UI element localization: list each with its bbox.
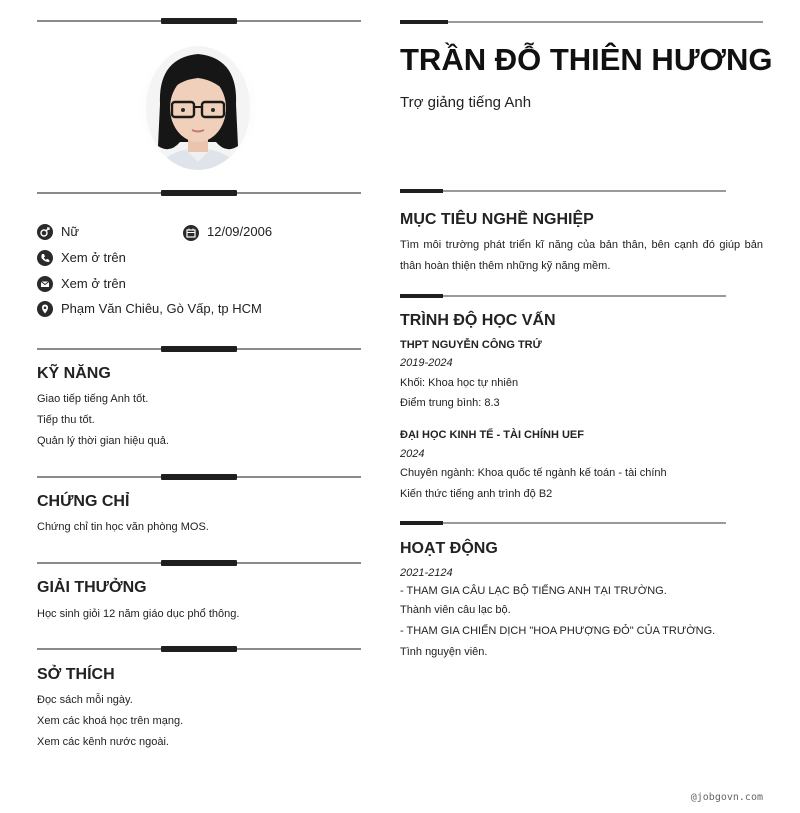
phone-value: Xem ở trên <box>61 250 126 265</box>
skill-item: Quản lý thời gian hiệu quả. <box>37 435 169 447</box>
objective-title: MỤC TIÊU NGHỀ NGHIỆP <box>400 211 594 228</box>
objective-line-1: Tìm môi trường phát triển kĩ năng của bản thân, bên cạnh đó giúp bản <box>400 239 763 251</box>
activities-period: 2021-2124 <box>400 567 453 579</box>
activity-line: - THAM GIA CHIẾN DỊCH "HOA PHƯỢNG ĐỎ" CỦA TRƯỜNG. <box>400 625 716 637</box>
candidate-position: Trợ giảng tiếng Anh <box>400 94 532 111</box>
skill-item: Tiếp thu tốt. <box>37 414 95 426</box>
skill-item: Giao tiếp tiếng Anh tốt. <box>37 393 149 405</box>
email-value: Xem ở trên <box>61 276 126 291</box>
divider-hobbies <box>37 648 361 650</box>
skills-title: KỸ NĂNG <box>37 365 111 382</box>
activity-line: Thành viên câu lạc bộ. <box>400 604 511 616</box>
education-detail: Chuyên ngành: Khoa quốc tế ngành kế toán - tài chính <box>400 467 667 479</box>
avatar <box>136 46 260 170</box>
education-period: 2024 <box>400 448 425 460</box>
certificates-title: CHỨNG CHỈ <box>37 493 130 510</box>
divider-objective <box>400 190 726 192</box>
education-school: ĐẠI HỌC KINH TẾ - TÀI CHÍNH UEF <box>400 429 584 441</box>
objective-line-2: thân hoàn thiện thêm những kỹ năng mềm. <box>400 260 611 272</box>
hobby-item: Xem các kênh nước ngoài. <box>37 736 169 748</box>
divider-certificates <box>37 476 361 478</box>
location-icon <box>37 301 53 317</box>
email-icon <box>37 276 53 292</box>
calendar-icon <box>183 225 199 241</box>
hobby-item: Đọc sách mỗi ngày. <box>37 694 133 706</box>
address-value: Phạm Văn Chiêu, Gò Vấp, tp HCM <box>61 301 262 316</box>
divider-awards <box>37 562 361 564</box>
education-title: TRÌNH ĐỘ HỌC VẤN <box>400 312 556 329</box>
education-detail: Kiến thức tiếng anh trình độ B2 <box>400 488 553 500</box>
education-detail: Điểm trung bình: 8.3 <box>400 397 500 409</box>
award-item: Học sinh giỏi 12 năm giáo dục phổ thông. <box>37 608 240 620</box>
phone-icon <box>37 250 53 266</box>
certificate-item: Chứng chỉ tin học văn phòng MOS. <box>37 521 209 533</box>
divider-education <box>400 295 726 297</box>
divider-activities <box>400 522 726 524</box>
awards-title: GIẢI THƯỞNG <box>37 579 147 596</box>
gender-icon <box>37 224 53 240</box>
hobbies-title: SỞ THÍCH <box>37 666 115 683</box>
divider-top-left <box>37 20 361 22</box>
education-period: 2019-2024 <box>400 357 453 369</box>
hobby-item: Xem các khoá học trên mạng. <box>37 715 184 727</box>
birthday-value: 12/09/2006 <box>207 224 273 239</box>
education-school: THPT NGUYỄN CÔNG TRỨ <box>400 339 542 351</box>
activity-line: - THAM GIA CÂU LẠC BỘ TIẾNG ANH TẠI TRƯỜNG. <box>400 585 667 597</box>
activity-line: Tình nguyện viên. <box>400 646 488 658</box>
divider-skills <box>37 348 361 350</box>
candidate-name: TRẦN ĐỖ THIÊN HƯƠNG <box>400 42 773 77</box>
activities-title: HOẠT ĐỘNG <box>400 540 498 557</box>
divider-top-right <box>400 21 763 23</box>
divider-below-avatar <box>37 192 361 194</box>
gender-value: Nữ <box>61 224 80 239</box>
education-detail: Khối: Khoa học tự nhiên <box>400 377 519 389</box>
watermark: @jobgovn.com <box>690 792 763 803</box>
